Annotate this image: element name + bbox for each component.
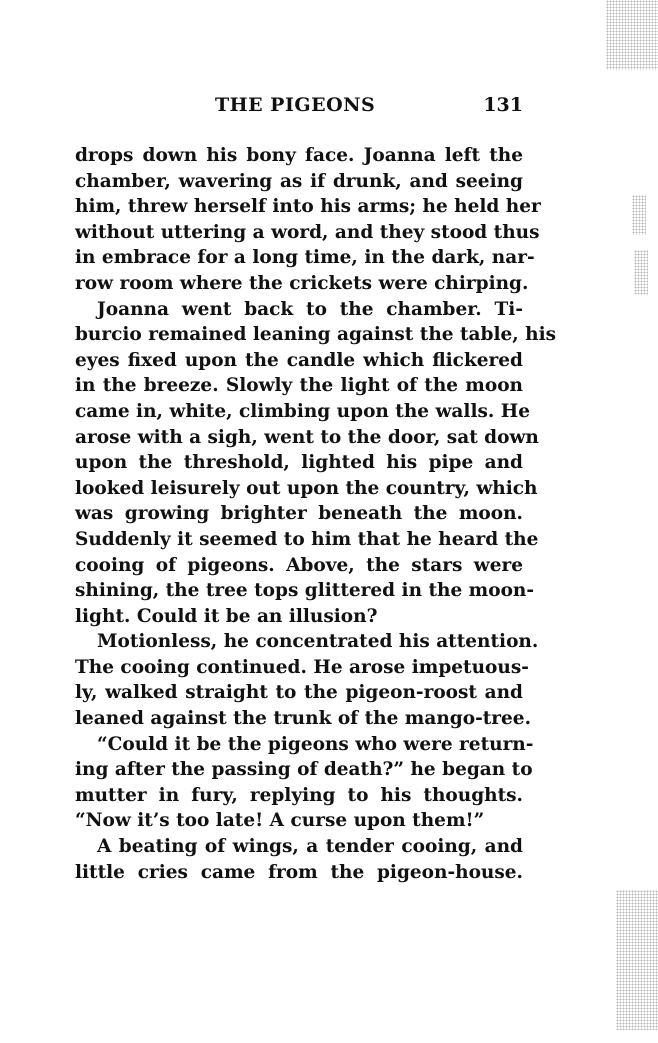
text-line: in the breeze. Slowly the light of the moon xyxy=(75,375,523,397)
text-line: little cries came from the pigeon-house. xyxy=(75,861,523,883)
paragraph-first-line: A beating of wings, a tender cooing, and xyxy=(97,836,523,858)
page-header xyxy=(75,94,523,120)
text-line: him, threw herself into his arms; he held her xyxy=(75,196,541,218)
text-line: cooing of pigeons. Above, the stars were xyxy=(75,554,523,576)
text-line: ly, walked straight to the pigeon-roost and xyxy=(75,682,523,704)
text-line: Suddenly it seemed to him that he heard the xyxy=(75,528,539,550)
paragraph-first-line: “Could it be the pigeons who were return- xyxy=(97,733,534,755)
text-line: eyes fixed upon the candle which flickered xyxy=(75,349,523,371)
text-line: looked leisurely out upon the country, which xyxy=(75,477,538,499)
text-line: leaned against the trunk of the mango-tree. xyxy=(75,708,532,730)
text-line: burcio remained leaning against the table, his xyxy=(75,324,557,346)
scan-speckle-top-right xyxy=(606,0,658,70)
text-line: in embrace for a long time, in the dark, nar- xyxy=(75,247,535,269)
body-text xyxy=(75,143,557,885)
paragraph-first-line: Motionless, he concentrated his attention. xyxy=(97,631,539,653)
paragraph-first-line: Joanna went back to the chamber. Ti- xyxy=(97,298,523,320)
text-line: ing after the passing of death?” he began to xyxy=(75,759,533,781)
scan-speckle-right-upper xyxy=(632,195,646,235)
scan-speckle-right-middle xyxy=(634,250,648,295)
text-line: row room where the crickets were chirping. xyxy=(75,272,529,294)
text-line: drops down his bony face. Joanna left the xyxy=(75,145,523,166)
text-line: without uttering a word, and they stood thus xyxy=(75,221,540,243)
text-line: mutter in fury, replying to his thoughts. xyxy=(75,784,523,806)
text-line: arose with a sigh, went to the door, sat down xyxy=(75,426,539,448)
text-line: “Now it’s too late! A curse upon them!” xyxy=(75,810,485,832)
text-line: The cooing continued. He arose impetuous- xyxy=(75,656,529,678)
text-line: was growing brighter beneath the moon. xyxy=(75,503,523,525)
text-line: chamber, wavering as if drunk, and seeing xyxy=(75,170,523,192)
text-line: shining, the tree tops glittered in the moon- xyxy=(75,580,535,602)
text-line: upon the threshold, lighted his pipe and xyxy=(75,452,523,474)
text-line: came in, white, climbing upon the walls. He xyxy=(75,400,531,422)
running-title: THE PIGEONS xyxy=(215,94,376,116)
page-number: 131 xyxy=(483,94,523,116)
text-line: light. Could it be an illusion? xyxy=(75,605,378,627)
scan-speckle-bottom-right xyxy=(616,890,658,1030)
